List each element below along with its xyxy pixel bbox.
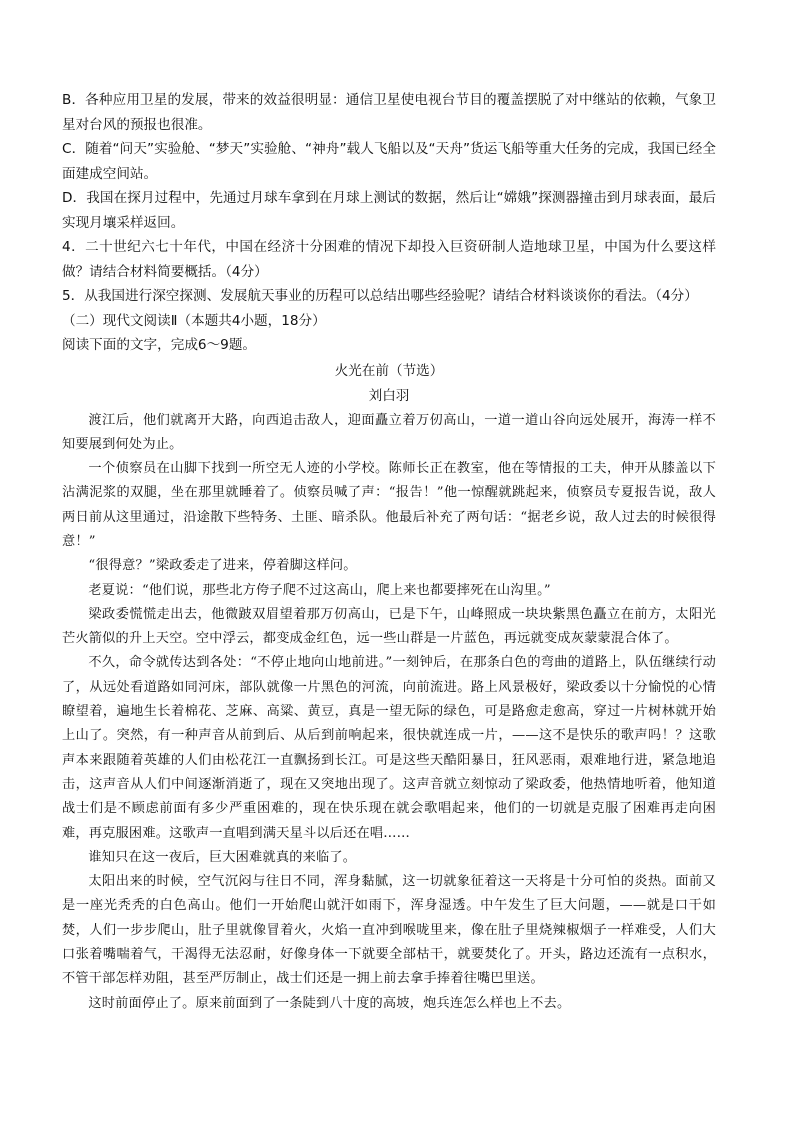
article-title: 火光在前（节选） [334,362,444,379]
article-paragraph: 太阳出来的时候，空气沉闷与往日不同，浑身黏腻，这一切就象征着这一天将是十分可怕的炎热。面前又是一座光秃秃的白色高山。他们一开始爬山就汗如雨下，浑身湿透。中午发生了巨大问题，——就是口干如焚，人们一步步爬山，肚子里就像冒着火，火焰一直冲到喉咙里来，像在肚子里烧辣椒烟子一样难受，人们大口张着嘴喘着气，干渴得无法忍耐，好像身体一下就要全部枯干，就要焚化了。开头，路边还流有一点积水，不管干部怎样劝阻，甚至严厉制止，战士们还是一拥上前去拿手捧着往嘴巴里送。 [62,874,716,987]
article-paragraph: 谁知只在这一夜后，巨大困难就真的来临了。 [88,849,357,865]
article-paragraph: 这时前面停止了。原来前面到了一条陡到八十度的高坡，炮兵连怎么样也上不去。 [88,995,571,1011]
article-paragraph: “很得意？”梁政委走了进来，停着脚这样问。 [88,558,357,574]
article-paragraph: 渡江后，他们就离开大路，向西追击敌人，迎面矗立着万仞高山，一道一道山谷向远处展开，海涛一样不知要展到何处为止。 [62,412,716,452]
article-paragraph: 不久，命令就传达到各处：“不停止地向山地前进。”一刻钟后，在那条白色的弯曲的道路上，队伍继续行动了，从远处看道路如同河床，部队就像一片黑色的河流，向前流进。路上风景极好，梁政委以十分愉悦的心情瞭望着，遍地生长着棉花、芝麻、高粱、黄豆，真是一望无际的绿色，可是路愈走愈高，穿过一片树林就开始上山了。突然，有一种声音从前到后、从后到前响起来，很快就连成一片，——这不是快乐的歌声吗！？这歌声本来跟随着英雄的人们由松花江一直飘扬到长江。可是这些天酷阳暴日，狂风恶雨，艰难地行进，紧急地追击，这声音从人们中间逐渐消逝了，现在又突地出现了。这声音就立刻惊动了梁政委，他热情地听着，他知道战士们是不顾虑前面有多少严重困难的，现在快乐现在就会歌唱起来，他们的一切就是克服了困难再走向困难，再克服困难。这歌声一直唱到满天星斗以后还在唱…… [62,655,716,841]
option-b: B．各种应用卫星的发展，带来的效益很明显：通信卫星使电视台节目的覆盖摆脱了对中继站的依赖，气象卫星对台风的预报也很准。 [62,92,716,133]
section-heading: （二）现代文阅读Ⅱ（本题共4小题，18分） [62,312,326,329]
article-author: 刘白羽 [368,387,410,404]
question-5: 5．从我国进行深空探测、发展航天事业的历程可以总结出哪些经验呢？请结合材料谈谈你的看法。（4分） [62,288,698,304]
option-d: D．我国在探月过程中，先通过月球车拿到在月球上测试的数据，然后让“嫦娥”探测器撞击到月球表面，最后实现月壤采样返回。 [62,190,716,231]
section-instruction: 阅读下面的文字，完成6～9题。 [62,336,257,353]
question-4: 4．二十世纪六七十年代，中国在经济十分困难的情况下却投入巨资研制人造地球卫星，中国为什么要这样做？请结合材料简要概括。（4分） [62,239,716,280]
article-paragraph: 老夏说：“他们说，那些北方侉子爬不过这高山，爬上来也都要摔死在山沟里。” [88,582,551,598]
option-c: C．随着“问天”实验舱、“梦天”实验舱、“神舟”载人飞船以及“天舟”货运飞船等重大任务的完成，我国已经全面建成空间站。 [62,141,717,182]
article-paragraph: 一个侦察员在山脚下找到一所空无人迹的小学校。陈师长正在教室，他在等情报的工夫，伸开从膝盖以下沾满泥浆的双腿，坐在那里就睡着了。侦察员喊了声：“报告！”他一惊醒就跳起来，侦察员专夏报告说，敌人两日前从这里通过，沿途散下些特务、土匪、暗杀队。他最后补充了两句话：“据老乡说，敌人过去的时候很得意！” [62,461,716,549]
article-paragraph: 梁政委慌慌走出去，他微跛双眉望着那万仞高山，已是下午，山峰照成一块块紫黑色矗立在前方，太阳光芒火箭似的升上天空。空中浮云，都变成金红色，远一些山群是一片蓝色，再远就变成灰蒙蒙混合体了。 [62,606,716,647]
